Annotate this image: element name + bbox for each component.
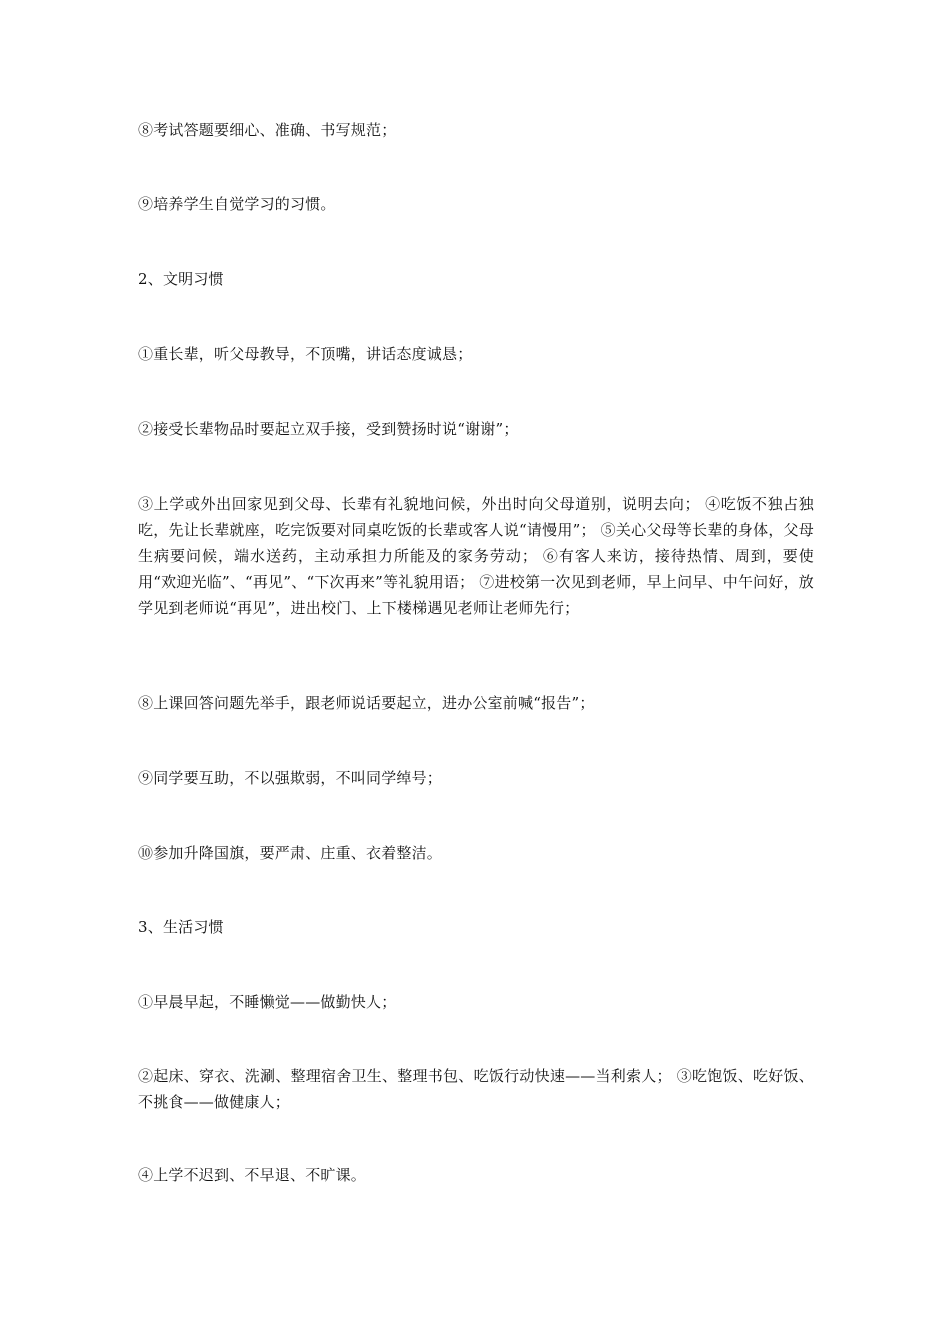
receive-items-paragraph: ②接受长辈物品时要起立双手接，受到赞扬时说“谢谢”；: [138, 420, 519, 438]
self-study-paragraph: ⑨培养学生自觉学习的习惯。: [138, 195, 336, 213]
section-heading-civility: 2、文明习惯: [138, 270, 224, 288]
flag-ceremony-paragraph: ⑩参加升降国旗，要严肃、庄重、衣着整洁。: [138, 844, 443, 862]
attendance-paragraph: ④上学不迟到、不早退、不旷课。: [138, 1166, 367, 1184]
respect-elders-paragraph: ①重长辈，听父母教导，不顶嘴，讲话态度诚恳；: [138, 345, 473, 363]
help-classmates-paragraph: ⑨同学要互助，不以强欺弱，不叫同学绰号；: [138, 769, 443, 787]
daily-routine-paragraph: ②起床、穿衣、洗涮、整理宿舍卫生、整理书包、吃饭行动快速——当利索人； ③吃饱饭、吃好饭、不挑食——做健康人；: [138, 1067, 814, 1111]
etiquette-long-paragraph: ③上学或外出回家见到父母、长辈有礼貌地问候，外出时向父母道别，说明去向； ④吃饭不独占独吃，先让长辈就座，吃完饭要对同桌吃饭的长辈或客人说“请慢用”； ⑤关心父母等长辈的身体，父母生病要问候，端水送药，主动承担力所能及的家务劳动； ⑥有客人来访，接待热情、周到，要使用“欢迎光临”、“再见”、“下次再来”等礼貌用语； ⑦进校第一次见到老师，早上问早、中午问好，放学见到老师说“再见”，进出校门、上下楼梯遇见老师让老师先行；: [138, 495, 814, 617]
raise-hand-paragraph: ⑧上课回答问题先举手，跟老师说话要起立，进办公室前喊“报告”；: [138, 694, 595, 712]
early-rise-paragraph: ①早晨早起，不睡懒觉——做勤快人；: [138, 993, 397, 1011]
section-heading-life: 3、生活习惯: [138, 918, 224, 936]
exam-habit-paragraph: ⑧考试答题要细心、准确、书写规范；: [138, 121, 397, 139]
